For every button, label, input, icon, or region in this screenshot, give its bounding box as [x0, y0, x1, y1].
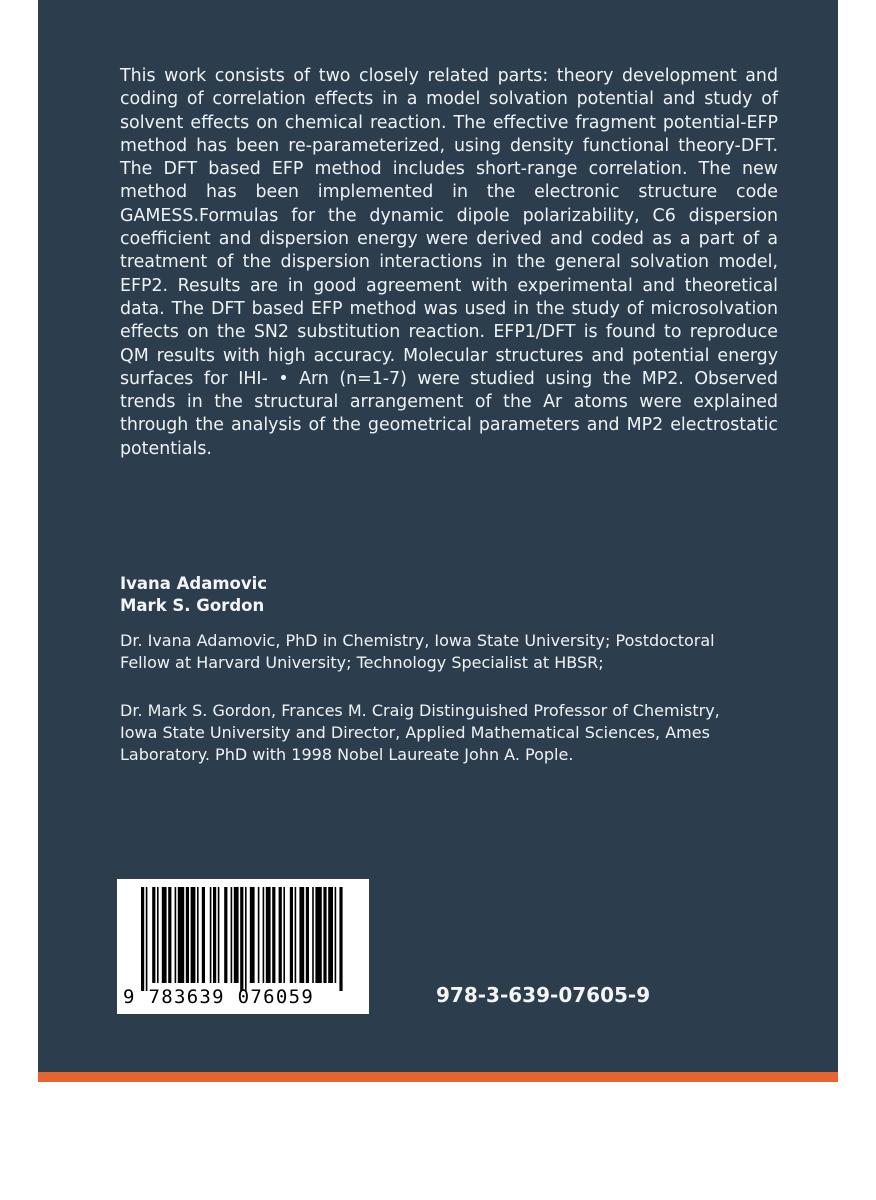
author-list — [120, 573, 267, 617]
barcode-bar — [315, 887, 321, 983]
orange-stripe — [38, 1072, 838, 1082]
barcode-bar — [245, 887, 247, 991]
barcode-bar — [162, 887, 167, 983]
author-name: Mark S. Gordon — [120, 596, 265, 615]
barcode-bar — [178, 887, 184, 983]
barcode-bar — [175, 887, 177, 983]
barcode-bar — [328, 887, 333, 983]
barcode-bar — [266, 887, 271, 983]
barcode-bar — [168, 887, 171, 983]
barcode-bar — [290, 887, 293, 983]
author-bio: Dr. Ivana Adamovic, PhD in Chemistry, Iowa State University; Postdoctoral Fellow at Harvard University; Technology Specialist at HBSR; — [120, 631, 715, 672]
barcode-digits: 9 783639 076059 — [123, 986, 315, 1008]
barcode-bar — [213, 887, 216, 983]
barcode-bar — [231, 887, 233, 983]
barcode-bar — [272, 887, 275, 983]
barcode-bar — [339, 887, 342, 991]
barcode-bar — [152, 887, 155, 983]
barcode-bar — [258, 887, 260, 983]
barcode-bar — [250, 887, 255, 983]
barcode-bar — [224, 887, 227, 983]
barcode-bar — [263, 887, 265, 983]
barcode-bar — [202, 887, 205, 983]
barcode-bar — [146, 887, 148, 991]
barcode-bar — [197, 887, 199, 983]
barcode-bar — [312, 887, 314, 983]
barcode-bar — [323, 887, 326, 983]
barcode-bar — [335, 887, 337, 983]
barcode-bar — [240, 887, 243, 991]
barcode-bar — [218, 887, 220, 983]
abstract-text: This work consists of two closely related parts: theory development and coding of correlation effects in a model solvation potential and study of solvent effects on chemical reaction. The effective fragment potential-EFP method has been re-parameterized, using density functional theory-DFT. The DFT based EFP method includes short-range correlation. The new method has been implemented in the electronic structure code GAMESS.Formulas for the dynamic dipole polarizability, C6 dispersion coefficient and dispersion energy were derived and coded as a part of a treatment of the dispersion interactions in the general solvation model, EFP2. Results are in good agreement with experimental and theoretical data. The DFT based EFP method was used in the study of microsolvation effects on the SN2 substitution reaction. EFP1/DFT is found to reproduce QM results with high accuracy. Molecular structures and potential energy surfaces for IHI- • Arn (n=1-7) were studied using the MP2. Observed trends in the structural arrangement of the Ar atoms were explained through the analysis of the geometrical parameters and MP2 electrostatic potentials. — [120, 66, 778, 459]
barcode-bar — [299, 887, 304, 983]
barcode-bar — [306, 887, 309, 983]
barcode-bar — [157, 887, 159, 983]
barcode-bar — [283, 887, 285, 983]
barcode-bar — [210, 887, 212, 983]
barcode-bar — [141, 887, 144, 991]
barcode — [117, 879, 369, 1014]
barcode-bar — [191, 887, 196, 983]
author-name: Ivana Adamovic — [120, 574, 268, 593]
barcode-bar — [186, 887, 189, 983]
barcode-bar — [234, 887, 239, 983]
isbn-number: 978-3-639-07605-9 — [436, 983, 651, 1007]
barcode-bar — [295, 887, 297, 983]
author-bio: Dr. Mark S. Gordon, Frances M. Craig Distinguished Professor of Chemistry, Iowa State University and Director, Applied Mathematical Sciences, Ames Laboratory. PhD with 1998 Nobel Laureate John A. Pople. — [120, 701, 720, 764]
barcode-bar — [279, 887, 282, 983]
